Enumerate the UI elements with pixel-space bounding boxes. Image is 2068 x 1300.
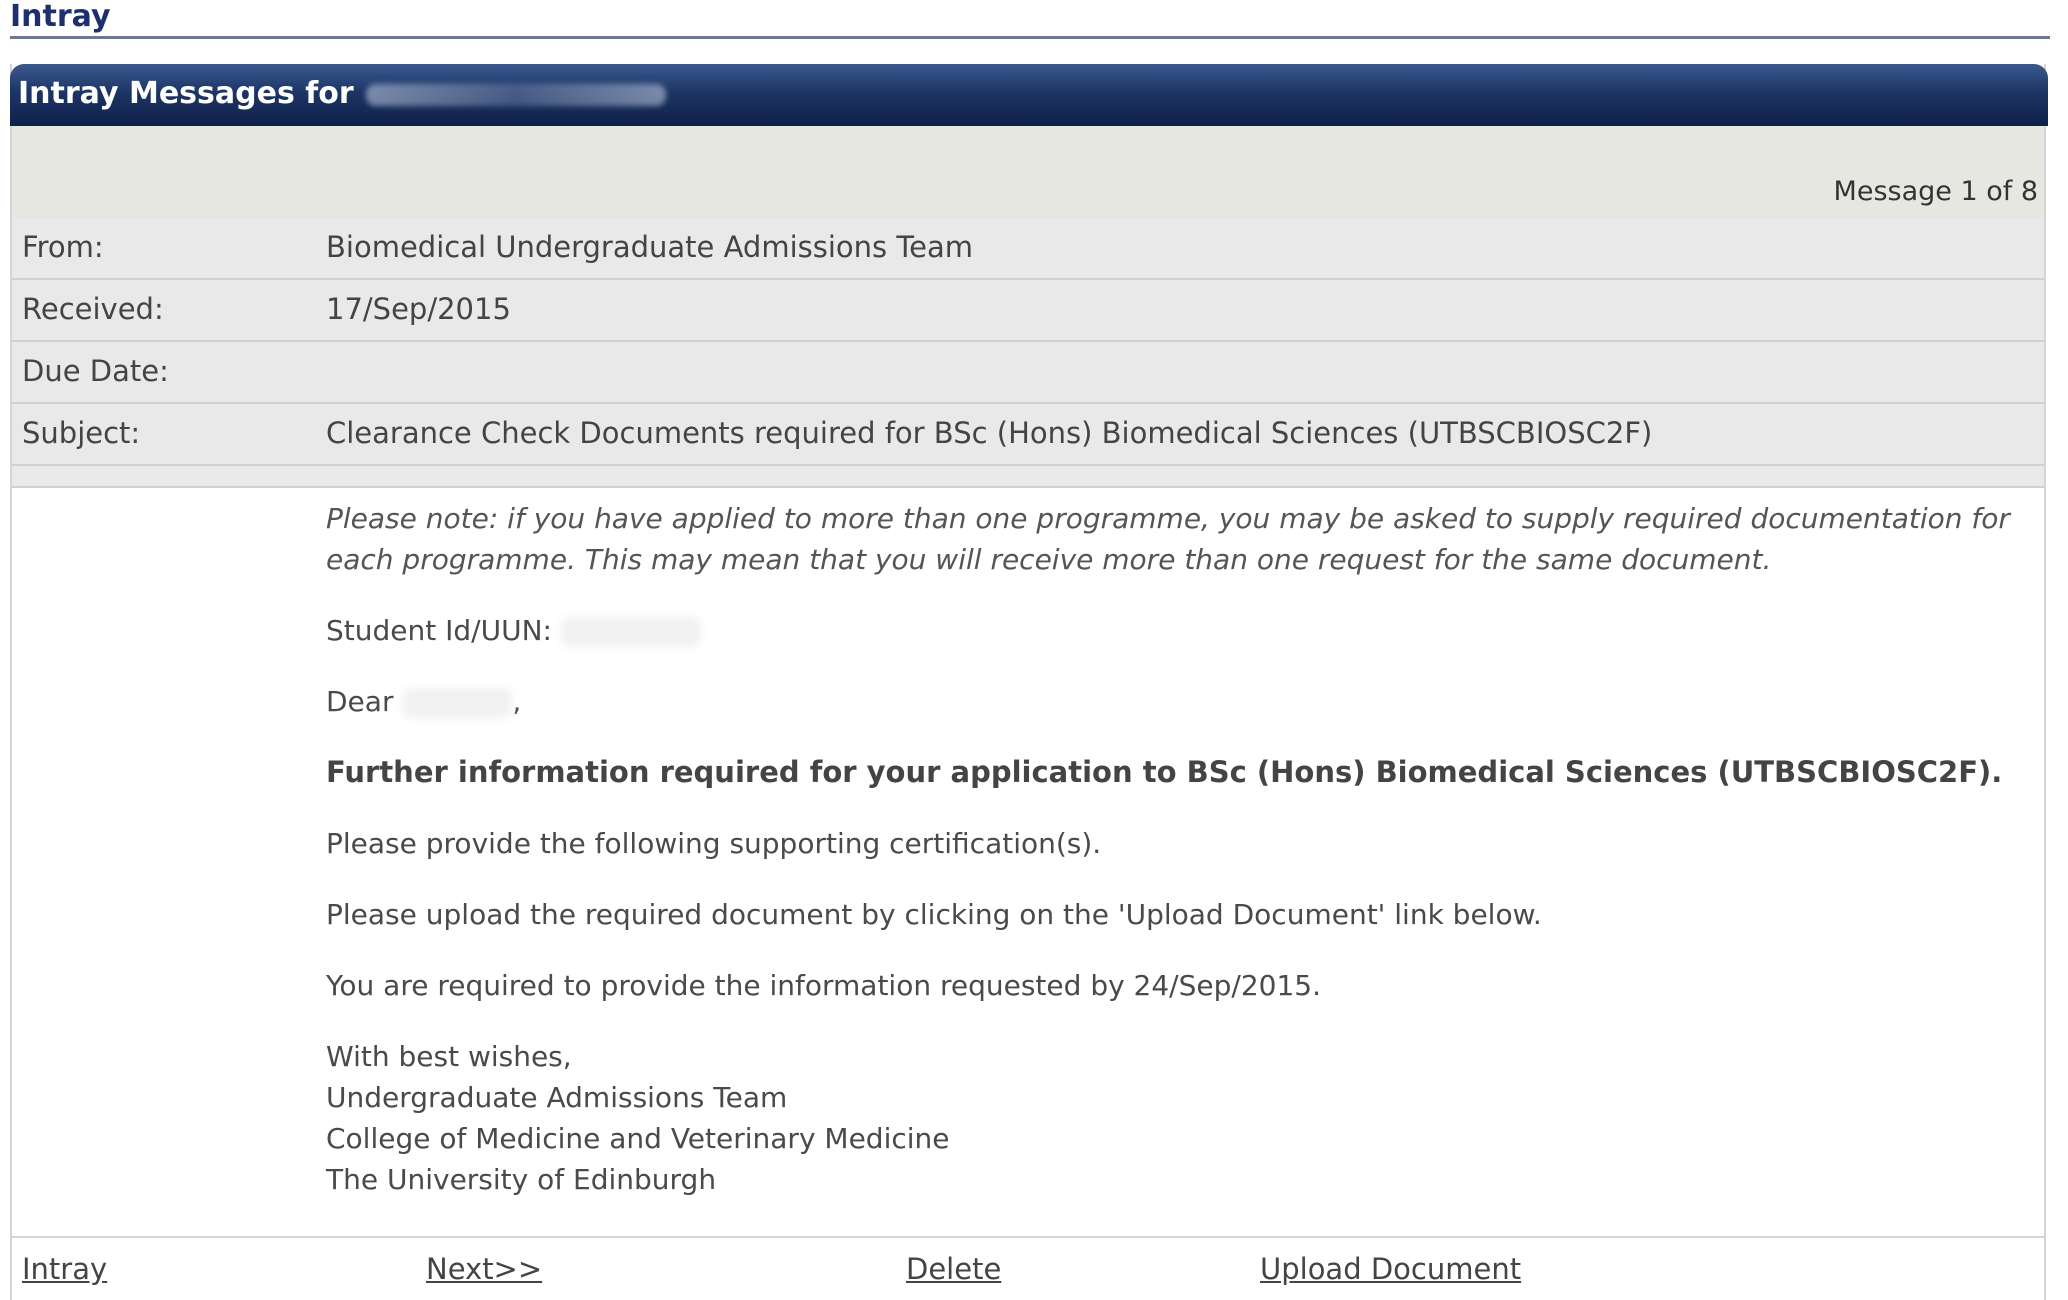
panel-title [18,76,666,112]
message-counter-bar [12,126,2044,220]
provide-certification-text: Please provide the following supporting certification(s). [326,827,1102,860]
panel-title-text: Intray Messages for [18,76,354,111]
subject-label: Subject: [22,416,141,450]
intray-heading [10,0,2050,39]
salutation-comma: , [512,685,522,718]
subject-row [12,404,2044,466]
signoff-line-1: With best wishes, [326,1040,572,1073]
upload-instruction-text: Please upload the required document by clicking on the 'Upload Document' link below. [326,898,1542,931]
intray-heading-text: Intray [10,0,111,34]
next-link[interactable]: Next>> [426,1252,543,1286]
due-date-row [12,342,2044,404]
intray-link[interactable]: Intray [22,1252,108,1286]
received-row [12,280,2044,342]
upload-document-link[interactable]: Upload Document [1260,1252,1522,1286]
redacted-uun [561,617,701,647]
panel-header [10,64,2048,126]
redacted-first-name [402,688,512,718]
salutation [326,681,2026,722]
from-row [12,218,2044,280]
received-value: 17/Sep/2015 [326,292,511,326]
received-label: Received: [22,292,164,326]
salutation-dear: Dear [326,685,394,718]
message-actions-bar [12,1236,2044,1300]
due-date-label: Due Date: [22,354,169,388]
deadline-text: You are required to provide the information requested by 24/Sep/2015. [326,969,1321,1002]
programme-note: Please note: if you have applied to more than one programme, you may be asked to supply required documentation for each programme. This may mean that you will receive more than one request for the same document. [326,502,2010,576]
signoff-line-4: The University of Edinburgh [326,1163,717,1196]
signoff-line-3: College of Medicine and Veterinary Medicine [326,1122,950,1155]
message-body [326,498,2026,1200]
from-value: Biomedical Undergraduate Admissions Team [326,230,974,264]
signoff-line-2: Undergraduate Admissions Team [326,1081,788,1114]
delete-link[interactable]: Delete [906,1252,1002,1286]
from-label: From: [22,230,104,264]
student-uun-label: Student Id/UUN: [326,614,552,647]
header-separator [12,466,2044,488]
subject-value: Clearance Check Documents required for BSc (Hons) Biomedical Sciences (UTBSCBIOSC2F) [326,416,1653,450]
student-uun-line [326,610,2026,651]
further-info-heading: Further information required for your application to BSc (Hons) Biomedical Sciences (UTBSCBIOSC2F). [326,755,2003,789]
message-counter: Message 1 of 8 [1833,176,2038,207]
redacted-recipient-name [366,84,666,106]
message-panel [10,64,2046,1300]
